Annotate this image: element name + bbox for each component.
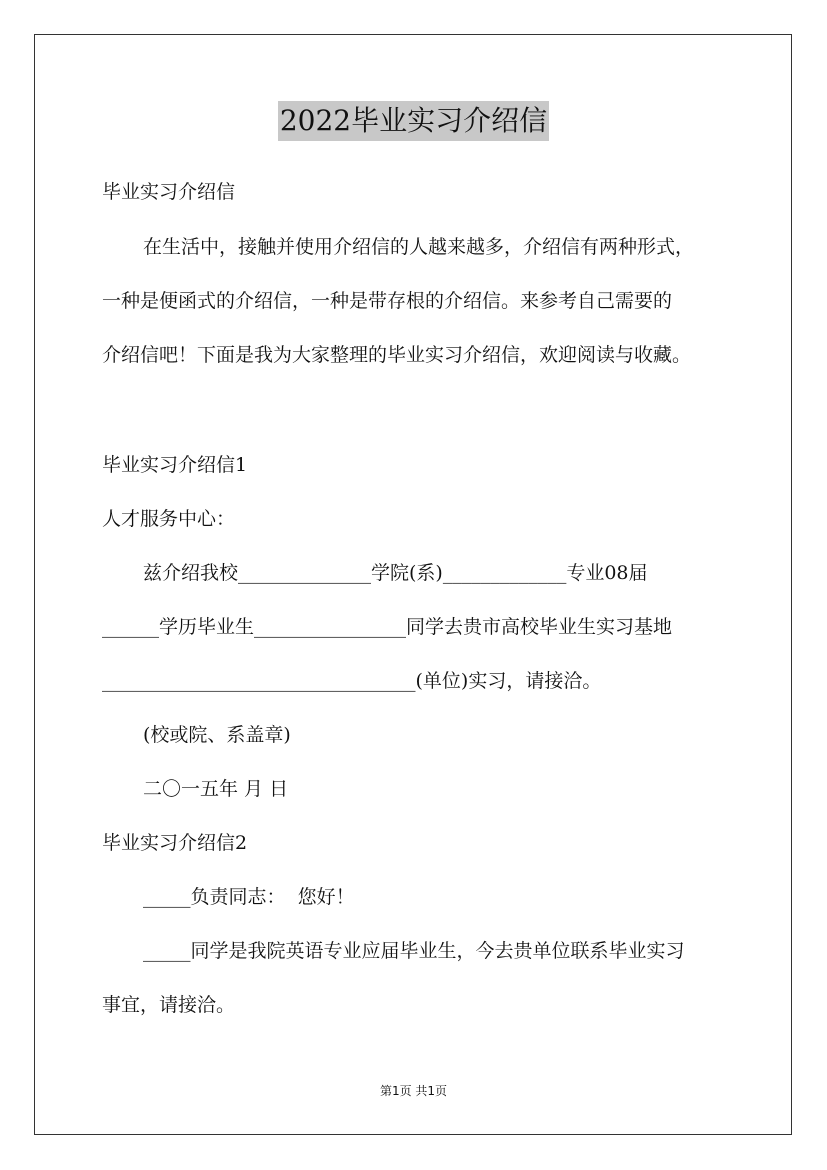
page-footer: 第1页 共1页 — [379, 1084, 448, 1098]
letter1-seal: (校或院、系盖章) — [143, 724, 291, 746]
letter1-date: 二〇一五年 月 日 — [143, 778, 289, 800]
letter1-body-2: ______学历毕业生________________同学去贵市高校毕业生实习基地 — [102, 616, 673, 638]
letter2-greeting: _____负责同志： 您好！ — [143, 886, 355, 908]
letter2-body-2: 事宜，请接洽。 — [102, 994, 236, 1016]
letter1-body-3: _________________________________(单位)实习，请接洽。 — [102, 670, 602, 692]
letter1-recipient: 人才服务中心： — [102, 508, 236, 530]
document-title: 2022毕业实习介绍信 — [278, 101, 549, 141]
intro-line-2: 一种是便函式的介绍信，一种是带存根的介绍信。来参考自己需要的 — [102, 290, 673, 312]
letter2-heading: 毕业实习介绍信2 — [102, 832, 248, 854]
letter1-body-1: 兹介绍我校______________学院(系)_____________专业08届 — [143, 562, 648, 584]
subtitle: 毕业实习介绍信 — [102, 181, 236, 203]
intro-line-3: 介绍信吧！下面是我为大家整理的毕业实习介绍信，欢迎阅读与收藏。 — [102, 344, 692, 366]
letter1-heading: 毕业实习介绍信1 — [102, 454, 248, 476]
intro-line-1: 在生活中，接触并使用介绍信的人越来越多，介绍信有两种形式， — [143, 236, 695, 258]
letter2-body-1: _____同学是我院英语专业应届毕业生，今去贵单位联系毕业实习 — [143, 940, 685, 962]
title-wrap — [0, 101, 827, 141]
